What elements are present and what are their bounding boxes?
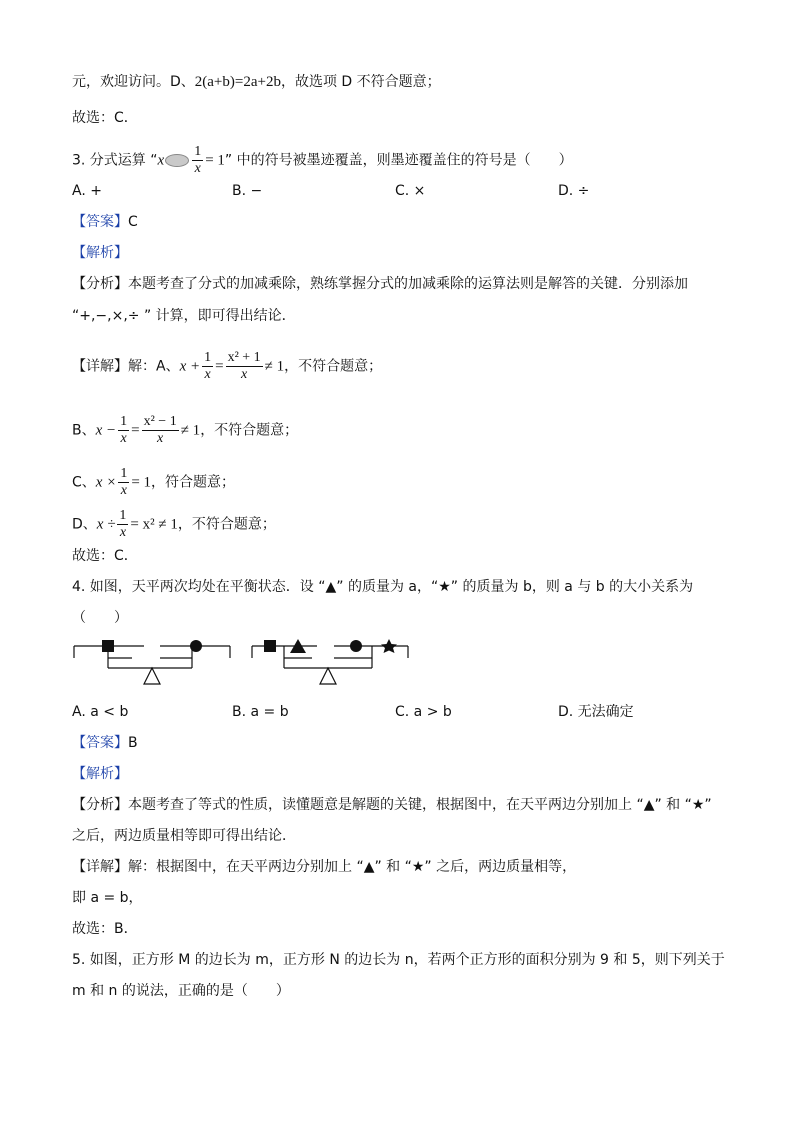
question-5-line-2: m 和 n 的说法，正确的是（ ）: [72, 983, 290, 999]
q4-analysis-1: 【分析】本题考查了等式的性质，读懂题意是解题的关键，根据图中，在天平两边分别加上 “▲” 和 “★”: [72, 797, 712, 813]
q4-analysis-2: 之后，两边质量相等即可得出结论．: [72, 828, 296, 844]
square-icon: [102, 640, 114, 652]
star-icon: [381, 639, 397, 653]
q3-analysis-2: “+,−,×,÷ ” 计算，即可得出结论．: [72, 308, 296, 324]
question-3: 3. 分式运算 “x $\frac{1}{x}$ = 1” 中的符号被墨迹覆盖，则墨迹覆盖住的符号是（ ）: [72, 144, 573, 176]
q4-jiexi: 【解析】: [72, 766, 128, 782]
q4-option-a: A. a < b: [72, 704, 129, 720]
q3-detail-a: 【详解】解：A、x + $\frac{1}{x}$ = $\frac{\text{x² + 1}}{x}$ ≠ 1，不符合题意；: [72, 350, 383, 382]
q4-detail-2: 即 a = b，: [72, 890, 143, 906]
ink-blot-icon: [165, 154, 189, 167]
q3-detail-d: D、x ÷ $\frac{1}{x}$ = x² ≠ 1，不符合题意；: [72, 508, 276, 540]
q3-detail-c: C、x × $\frac{1}{x}$ = 1，符合题意；: [72, 466, 236, 498]
square-icon: [264, 640, 276, 652]
q4-option-d: D. 无法确定: [558, 704, 634, 720]
q4-option-c: C. a > b: [395, 704, 452, 720]
q4-option-b: B. a = b: [232, 704, 289, 720]
q4-conclusion: 故选：B．: [72, 921, 138, 937]
q3-detail-b: B、x − $\frac{1}{x}$ = $\frac{\text{x² − 1}}{x}$ ≠ 1，不符合题意；: [72, 414, 299, 446]
text-line-1: 元，欢迎访问。D、2(a+b)=2a+2b，故选项 D 不符合题意；: [72, 74, 441, 90]
q3-answer: 【答案】C: [72, 214, 138, 230]
q4-detail-1: 【详解】解：根据图中，在天平两边分别加上 “▲” 和 “★” 之后，两边质量相等，: [72, 859, 577, 875]
circle-icon: [350, 640, 362, 652]
fraction: $\frac{1}{x}$: [194, 144, 202, 176]
question-5-line-1: 5. 如图，正方形 M 的边长为 m，正方形 N 的边长为 n，若两个正方形的面积分别为 9 和 5，则下列关于: [72, 952, 725, 968]
q3-option-c: C. ×: [395, 183, 426, 199]
q3-analysis-1: 【分析】本题考查了分式的加减乘除，熟练掌握分式的加减乘除的运算法则是解答的关键．分别添加: [72, 276, 688, 292]
q3-conclusion: 故选：C．: [72, 548, 138, 564]
q4-answer: 【答案】B: [72, 735, 138, 751]
q3-option-a: A. +: [72, 183, 102, 199]
question-4-line-1: 4. 如图，天平两次均处在平衡状态．设 “▲” 的质量为 a，“★” 的质量为 b，则 a 与 b 的大小关系为: [72, 579, 694, 595]
question-4-line-2: （ ）: [72, 610, 128, 626]
text-line-2: 故选：C．: [72, 110, 138, 126]
circle-icon: [190, 640, 202, 652]
balance-scales-figure: [72, 638, 412, 688]
q3-option-d: D. ÷: [558, 183, 590, 199]
math-expr: 2(a+b)=2a+2b: [194, 74, 281, 90]
q3-option-b: B. −: [232, 183, 263, 199]
q3-jiexi: 【解析】: [72, 245, 128, 261]
